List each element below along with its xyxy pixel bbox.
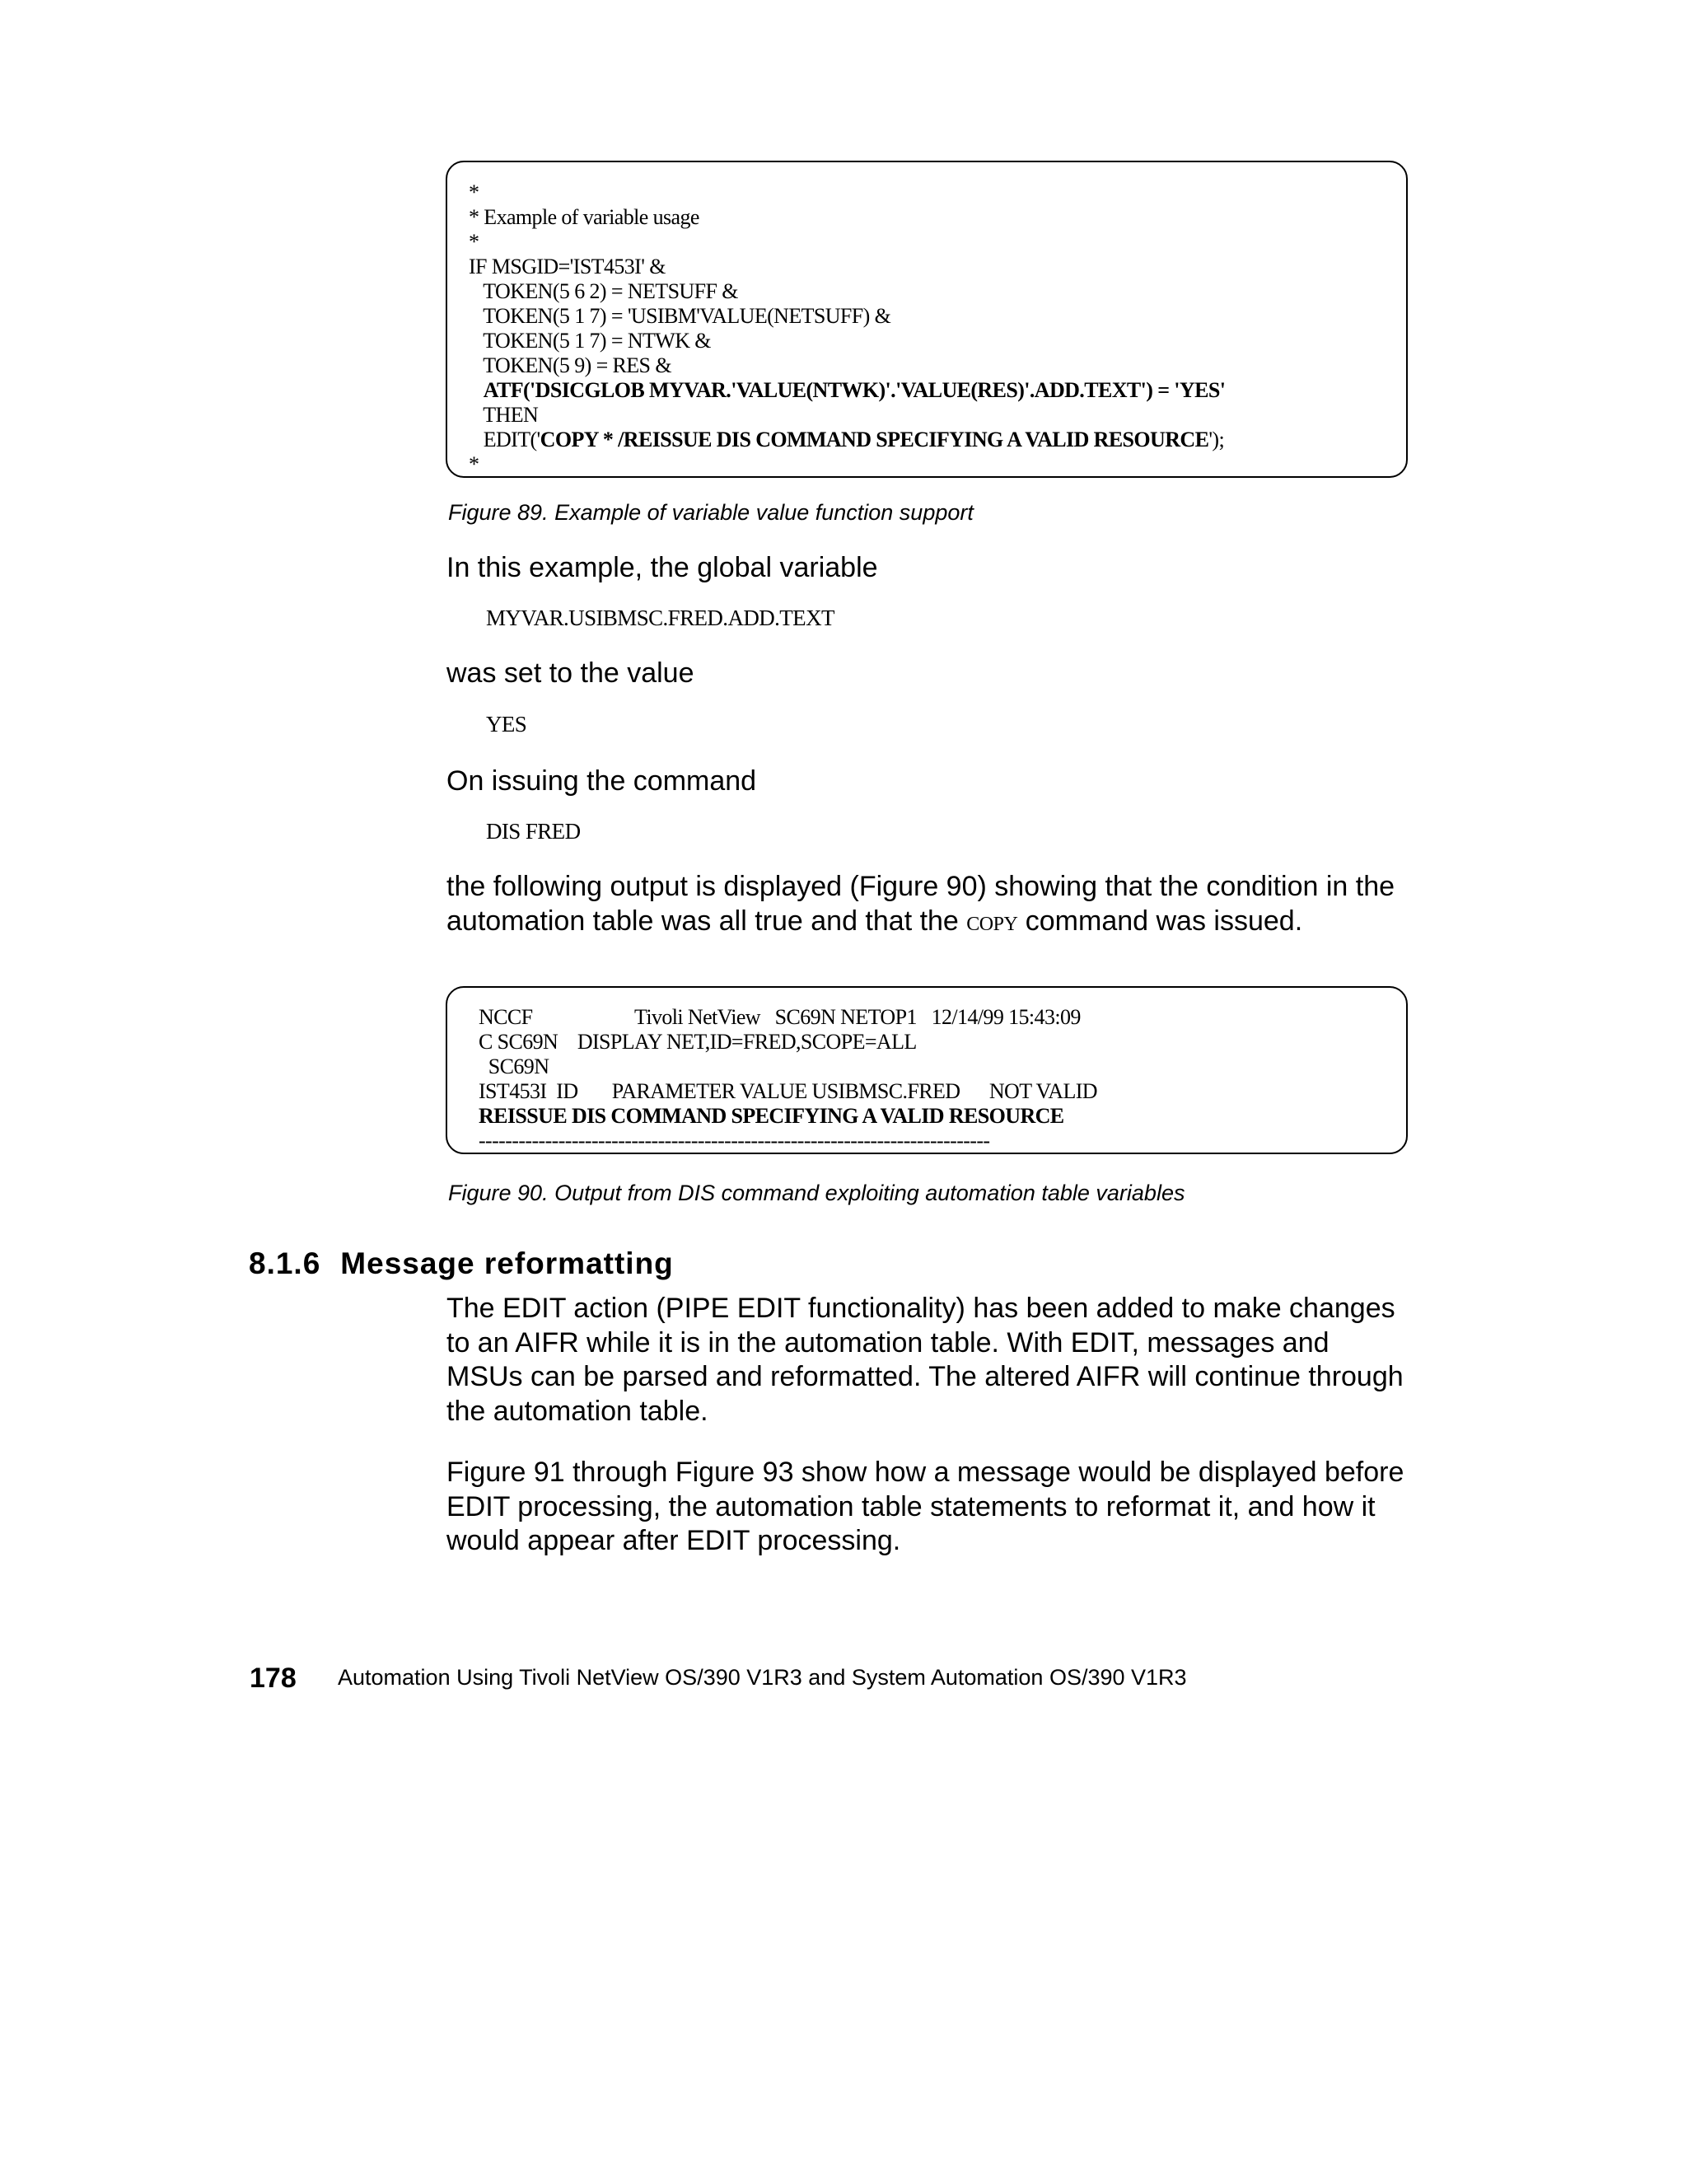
figure-89-code-line: [469, 180, 1406, 205]
section-title: Message reformatting: [340, 1246, 674, 1280]
figure-90-output-segment: -----------------------------------------------------------------------------: [479, 1129, 990, 1153]
figure-90-output: [479, 1005, 1406, 1153]
figure-90-output-box: [446, 986, 1408, 1154]
figure-89-code-line: [469, 255, 1406, 279]
figure-89-code-segment: * Example of variable usage: [469, 205, 699, 229]
figure-89-code-line: [469, 230, 1406, 255]
intro-paragraph-4: [446, 870, 1410, 942]
figure-89-code-segment: TOKEN(5 6 2) = NETSUFF &: [469, 279, 738, 303]
figure-89-caption: Figure 89. Example of variable value function support: [448, 500, 974, 525]
figure-90-output-line: [479, 1129, 1406, 1153]
global-variable-name: MYVAR.USIBMSC.FRED.ADD.TEXT: [486, 606, 834, 630]
command-text: DIS FRED: [486, 819, 581, 844]
figure-89-code-segment: *: [469, 230, 479, 254]
figure-89-code-segment: IF MSGID='IST453I' &: [469, 255, 666, 278]
figure-90-caption: Figure 90. Output from DIS command exploiting automation table variables: [448, 1181, 1185, 1205]
figure-89-code-segment: ');: [1208, 428, 1225, 451]
figure-89-code-line: [469, 378, 1406, 403]
intro-paragraph-4-end: command was issued.: [1017, 905, 1303, 937]
figure-89-code-line: [469, 304, 1406, 329]
intro-paragraph-4-text: the following output is displayed (Figure 90) showing that the condition in the automation table was all true and that the: [446, 871, 1395, 937]
figure-90-output-line: [479, 1055, 1406, 1079]
figure-89-code-segment: [469, 378, 484, 402]
figure-89-code: [469, 180, 1406, 477]
figure-89-code-line: [469, 279, 1406, 304]
figure-90-output-segment: NCCF Tivoli NetView SC69N NETOP1 12/14/99 15:43:09: [479, 1005, 1081, 1029]
intro-paragraph-3: On issuing the command: [446, 765, 757, 797]
figure-90-output-segment: C SC69N DISPLAY NET,ID=FRED,SCOPE=ALL: [479, 1030, 917, 1054]
figure-89-code-segment: THEN: [469, 403, 539, 427]
figure-89-code-segment: *: [469, 180, 479, 204]
figure-89-code-line: [469, 403, 1406, 428]
figure-89-code-segment: TOKEN(5 1 7) = 'USIBM'VALUE(NETSUFF) &: [469, 304, 891, 328]
copy-command-code: COPY: [966, 913, 1018, 935]
figure-89-code-line: [469, 205, 1406, 230]
figure-89-code-segment: EDIT(': [469, 428, 540, 451]
figure-90-output-segment: IST453I ID PARAMETER VALUE USIBMSC.FRED NOT VALID: [479, 1079, 1097, 1103]
section-heading: [249, 1246, 674, 1281]
section-paragraph-1: The EDIT action (PIPE EDIT functionality) has been added to make changes to an AIFR while it is in the automation table. With EDIT, messages and MSUs can be parsed and reformatted. The altered AIFR will continue through the automation table.: [446, 1293, 1404, 1427]
figure-90-output-line: [479, 1030, 1406, 1055]
page-number: 178: [250, 1663, 297, 1694]
figure-90-output-segment: SC69N: [479, 1055, 549, 1078]
figure-90-output-line: [479, 1104, 1406, 1129]
section-number: 8.1.6: [249, 1246, 321, 1280]
figure-89-code-line: [469, 452, 1406, 477]
figure-90-output-line: [479, 1005, 1406, 1030]
figure-90-output-segment: REISSUE DIS COMMAND SPECIFYING A VALID RESOURCE: [479, 1104, 1064, 1128]
figure-89-code-line: [469, 353, 1406, 378]
figure-89-code-segment: COPY * /REISSUE DIS COMMAND SPECIFYING A VALID RESOURCE: [540, 428, 1209, 451]
figure-89-code-segment: ATF('DSICGLOB MYVAR.'VALUE(NTWK)'.'VALUE(RES)'.ADD.TEXT') = 'YES': [483, 378, 1226, 402]
figure-89-code-segment: *: [469, 452, 479, 476]
section-paragraph-2: Figure 91 through Figure 93 show how a message would be displayed before EDIT processing, the automation table statements to reformat it, and how it would appear after EDIT processing.: [446, 1457, 1404, 1556]
intro-paragraph-1: In this example, the global variable: [446, 552, 878, 583]
figure-89-code-segment: TOKEN(5 1 7) = NTWK &: [469, 329, 711, 353]
figure-89-code-segment: TOKEN(5 9) = RES &: [469, 353, 671, 377]
variable-value: YES: [486, 712, 527, 737]
figure-89-code-line: [469, 329, 1406, 353]
footer-title: Automation Using Tivoli NetView OS/390 V1R3 and System Automation OS/390 V1R3: [338, 1665, 1187, 1690]
figure-89-code-box: [446, 161, 1408, 478]
intro-paragraph-2: was set to the value: [446, 657, 694, 689]
figure-89-code-line: [469, 428, 1406, 452]
figure-90-output-line: [479, 1079, 1406, 1104]
